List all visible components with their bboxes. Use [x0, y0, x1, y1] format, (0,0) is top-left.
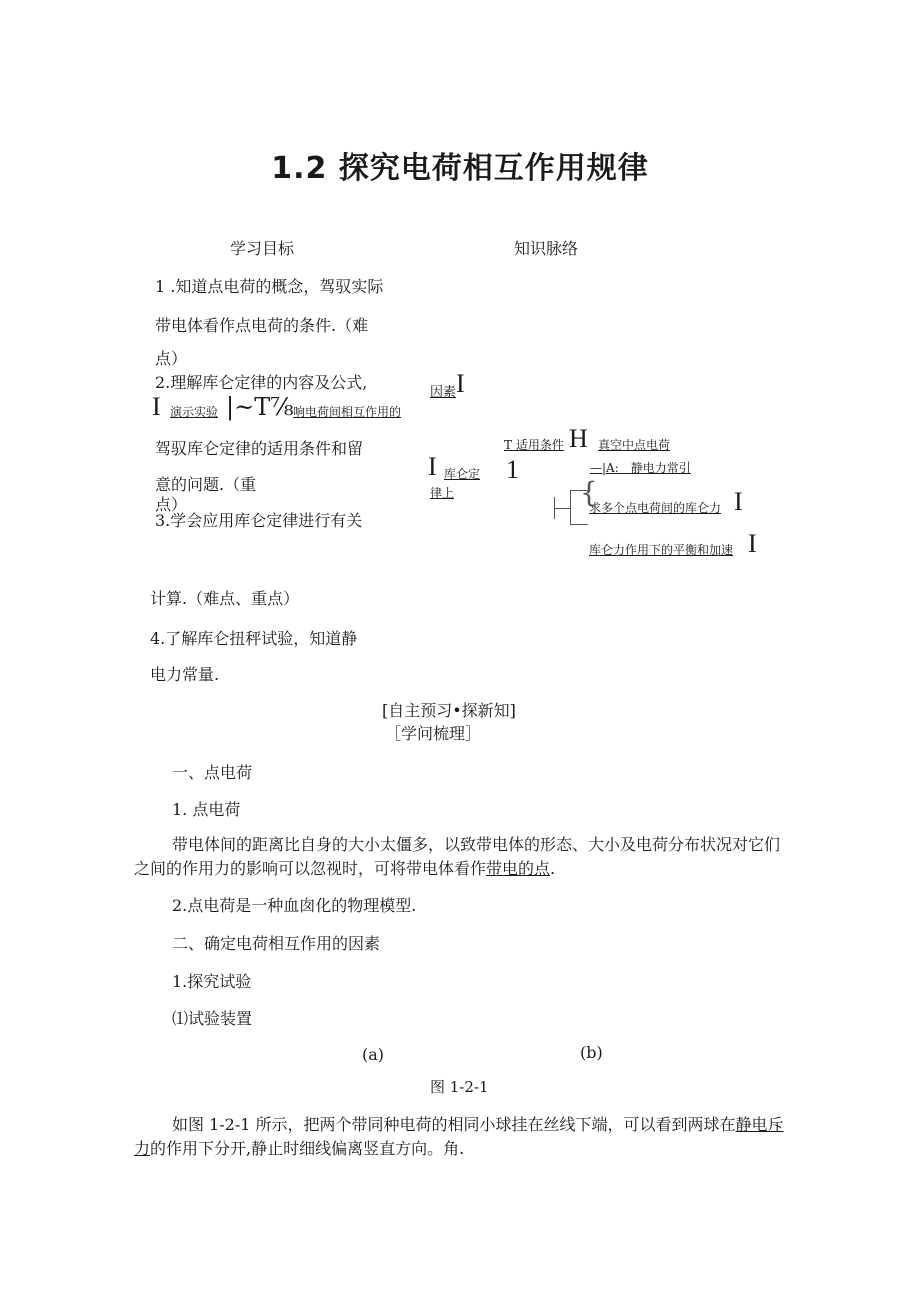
objective-line: 驾驭库仑定律的适用条件和留 [155, 439, 364, 458]
condition-h: H [569, 424, 588, 453]
objective-line: 意的问题.（重 [155, 475, 257, 494]
objective-line: 电力常量. [150, 665, 220, 684]
factor-node: 因素 [430, 385, 457, 400]
objectives-header: 学习目标 [230, 239, 295, 258]
objective-line: 3.学会应用库仑定律进行有关 [155, 511, 363, 530]
objective-line: 4.了解库仑扭秤试验，知道静 [150, 629, 358, 648]
demo-bar: I [152, 392, 161, 421]
objective-line: 点） [155, 349, 188, 368]
subheading-apparatus: ⑴试验装置 [172, 1009, 253, 1028]
objective-line: 2.理解库仑定律的内容及公式, [155, 373, 368, 392]
heading-point-charge: 一、点电荷 [172, 763, 253, 782]
objective-line: 点） [155, 495, 188, 514]
brace-glyph: { [580, 476, 598, 509]
section-header-sort: ［学问梳理］ [385, 724, 482, 743]
bracket-line [554, 508, 570, 509]
knowledge-map-header: 知识脉络 [514, 239, 579, 258]
coulomb-bar: I [428, 452, 437, 481]
paragraph-model: 2.点电荷是一种血囱化的物理模型. [172, 896, 417, 915]
paragraph-experiment: 如图 1-2-1 所示，把两个带同种电荷的相同小球挂在丝线下端，可以看到两球在静电斥力的作用下分开,静止时细线偏离竖直方向。角. [134, 1115, 784, 1158]
heading-factors: 二、确定电荷相互作用的因素 [172, 934, 381, 953]
factor-bar: I [456, 369, 465, 398]
objective-line: 带电体看作点电荷的条件.（难 [155, 316, 369, 335]
page-title: 1.2 探究电荷相互作用规律 [271, 151, 649, 186]
condition-node: T 适用条件 [504, 438, 564, 452]
balance-bar: I [748, 529, 757, 558]
balance-node: 库仑力作用下的平衡和加速 [589, 543, 734, 557]
objective-line: 计算.（难点、重点） [150, 589, 300, 608]
section-header-preview: [自主预习•探新知] [382, 701, 516, 720]
figure-label-b: (b) [580, 1043, 603, 1062]
multi-charge-bar: I [734, 487, 743, 516]
subheading-point-charge: 1. 点电荷 [172, 800, 241, 819]
demo-tail-node: 响电荷间相互作用的 [293, 405, 402, 419]
paragraph-point-charge: 带电体间的距离比自身的大小太僵多，以致带电体的形态、大小及电荷分布状况对它们之间的作用力的影响可以忽视时，可将带电体看作带电的点. [134, 835, 781, 878]
bracket-line [570, 490, 571, 524]
objective-line: 1 .知道点电荷的概念，驾驭实际 [155, 277, 384, 296]
one-mark: 1 [506, 455, 519, 484]
constant-node: —|A: 静电力常引 [590, 461, 691, 475]
coulomb-law-node-2: 律上 [430, 486, 455, 500]
figure-caption: 图 1-2-1 [430, 1078, 489, 1096]
bracket-line [570, 524, 588, 525]
coulomb-law-node: 库仑定 [444, 467, 481, 481]
multi-charge-node: 求多个点电荷间的库仑力 [589, 501, 722, 515]
subheading-experiment: 1.探究试验 [172, 972, 252, 991]
demo-symbols: |~T⅞ [226, 393, 294, 421]
demo-node: 演示实验 [170, 405, 219, 419]
figure-label-a: (a) [362, 1045, 385, 1064]
vacuum-node: 真空中点电荷 [598, 438, 671, 452]
